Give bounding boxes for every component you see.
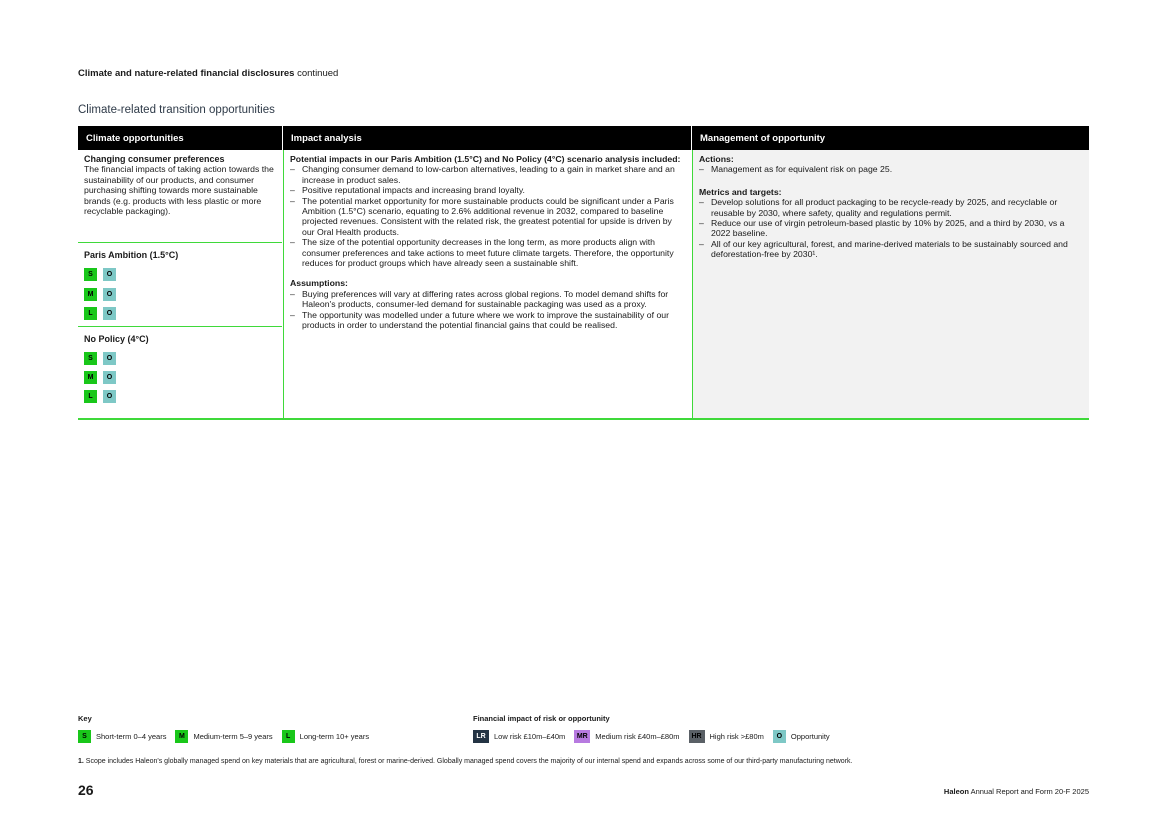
report-title: Annual Report and Form 20-F 2025 — [968, 787, 1089, 796]
report-brand — [944, 787, 1089, 796]
key-label: Low risk £10m–£40m — [494, 732, 566, 741]
medium-term-badge: M — [84, 371, 97, 384]
header-management: Management of opportunity — [692, 126, 1089, 150]
metrics-title: Metrics and targets: — [699, 186, 782, 197]
management-block — [699, 154, 1083, 260]
badge-row — [84, 268, 116, 281]
list-item: – All of our key agricultural, forest, and marine-derived materials to be sustainably sourced and deforestation-free by 2030¹. — [699, 239, 1083, 260]
header-climate-opportunities: Climate opportunities — [78, 126, 282, 150]
key-label: High risk >£80m — [709, 732, 764, 741]
opportunity-title: Changing consumer preferences — [84, 154, 225, 164]
medium-term-badge: M — [84, 288, 97, 301]
short-term-badge: S — [78, 730, 91, 743]
list-item: – Reduce our use of virgin petroleum-based plastic by 10% by 2025, and a third by 2030, vs a 2022 baseline. — [699, 218, 1083, 239]
list-item: – The potential market opportunity for more sustainable products could be significant under a Paris Ambition (1.5°C) scenario, equating to 2.6% additional revenue in 2032, compared to baseline projected revenues. Consistent with the related risk, the greatest potential for upside is driven by our Oral Health products. — [290, 196, 681, 238]
medium-term-badge: M — [175, 730, 188, 743]
badge-row — [84, 288, 116, 301]
header-title: Climate and nature-related financial disclosures — [78, 68, 295, 79]
divider — [78, 242, 282, 243]
footnote-number: 1. — [78, 758, 84, 765]
key-label: Medium-term 5–9 years — [193, 732, 273, 741]
high-risk-badge: HR — [689, 730, 705, 743]
list-item: – Buying preferences will vary at differing rates across global regions. To model demand shifts for Haleon's products, consumer-led demand for sustainable packaging was used as a proxy. — [290, 289, 681, 310]
badge-row — [84, 307, 116, 320]
opportunity-badge: O — [103, 288, 116, 301]
opportunity-badge: O — [103, 371, 116, 384]
list-item: – Management as for equivalent risk on page 25. — [699, 164, 1083, 174]
header-continued: continued — [294, 68, 339, 79]
term-key — [78, 730, 378, 743]
actions-title: Actions: — [699, 154, 734, 164]
key-title: Key — [78, 714, 92, 723]
assumptions-title: Assumptions: — [290, 278, 348, 289]
impact-analysis-cell — [283, 150, 691, 418]
list-item: – Changing consumer demand to low-carbon alternatives, leading to a gain in market share and an increase in product sales. — [290, 164, 681, 185]
opportunities-table — [78, 126, 1089, 420]
badge-row — [84, 352, 116, 365]
page-number: 26 — [78, 782, 94, 798]
footnote — [78, 758, 852, 765]
long-term-badge: L — [282, 730, 295, 743]
opportunity-badge: O — [103, 390, 116, 403]
page-header — [78, 68, 338, 79]
actions-list — [699, 164, 1083, 174]
opportunity-description — [84, 154, 276, 216]
badge-row — [84, 371, 116, 384]
key-label: Long-term 10+ years — [299, 732, 370, 741]
opportunity-badge: O — [773, 730, 786, 743]
climate-opportunities-cell — [78, 150, 282, 418]
list-item: – Positive reputational impacts and increasing brand loyalty. — [290, 185, 681, 195]
opportunity-badge: O — [103, 307, 116, 320]
financial-key — [473, 730, 839, 743]
assumptions-list — [290, 289, 681, 331]
opportunity-body: The financial impacts of taking action towards the sustainability of our products, and consumer purchasing shifting towards more sustainable brands (e.g. products with less plastic or more recyclable packaging). — [84, 164, 274, 217]
impact-title: Potential impacts in our Paris Ambition (1.5°C) and No Policy (4°C) scenario analysis included: — [290, 154, 681, 164]
long-term-badge: L — [84, 307, 97, 320]
key-label: Medium risk £40m–£80m — [595, 732, 680, 741]
short-term-badge: S — [84, 352, 97, 365]
list-item: – The opportunity was modelled under a future where we work to improve the sustainability of our products in order to understand the potential financial gains that could be realised. — [290, 310, 681, 331]
impact-block — [290, 154, 681, 331]
scenario-no-policy: No Policy (4°C) — [84, 334, 149, 344]
header-impact-analysis: Impact analysis — [283, 126, 691, 150]
divider — [78, 326, 282, 327]
opportunity-badge: O — [103, 268, 116, 281]
metrics-list — [699, 197, 1083, 259]
low-risk-badge: LR — [473, 730, 489, 743]
financial-key-title: Financial impact of risk or opportunity — [473, 714, 610, 723]
short-term-badge: S — [84, 268, 97, 281]
management-cell — [692, 150, 1089, 418]
impact-list — [290, 164, 681, 268]
key-label: Opportunity — [790, 732, 830, 741]
medium-risk-badge: MR — [574, 730, 590, 743]
footnote-text: Scope includes Haleon's globally managed spend on key materials that are agricultural, forest or marine-derived. Globally managed spend covers the majority of our internal spend and expands across some of our third-party manufacturing network. — [83, 758, 853, 765]
long-term-badge: L — [84, 390, 97, 403]
list-item: – Develop solutions for all product packaging to be recycle-ready by 2025, and recyclable or reusable by 2030, where safety, quality and regulations permit. — [699, 197, 1083, 218]
key-label: Short-term 0–4 years — [96, 732, 167, 741]
list-item: – The size of the potential opportunity decreases in the long term, as more products align with consumer preferences and take actions to meet future climate targets. Therefore, the opportunity reduces for product groups which have already seen a sustainable shift. — [290, 237, 681, 268]
badge-row — [84, 390, 116, 403]
section-title: Climate-related transition opportunities — [78, 104, 275, 116]
scenario-paris: Paris Ambition (1.5°C) — [84, 250, 179, 260]
opportunity-badge: O — [103, 352, 116, 365]
brand-name: Haleon — [943, 787, 969, 796]
